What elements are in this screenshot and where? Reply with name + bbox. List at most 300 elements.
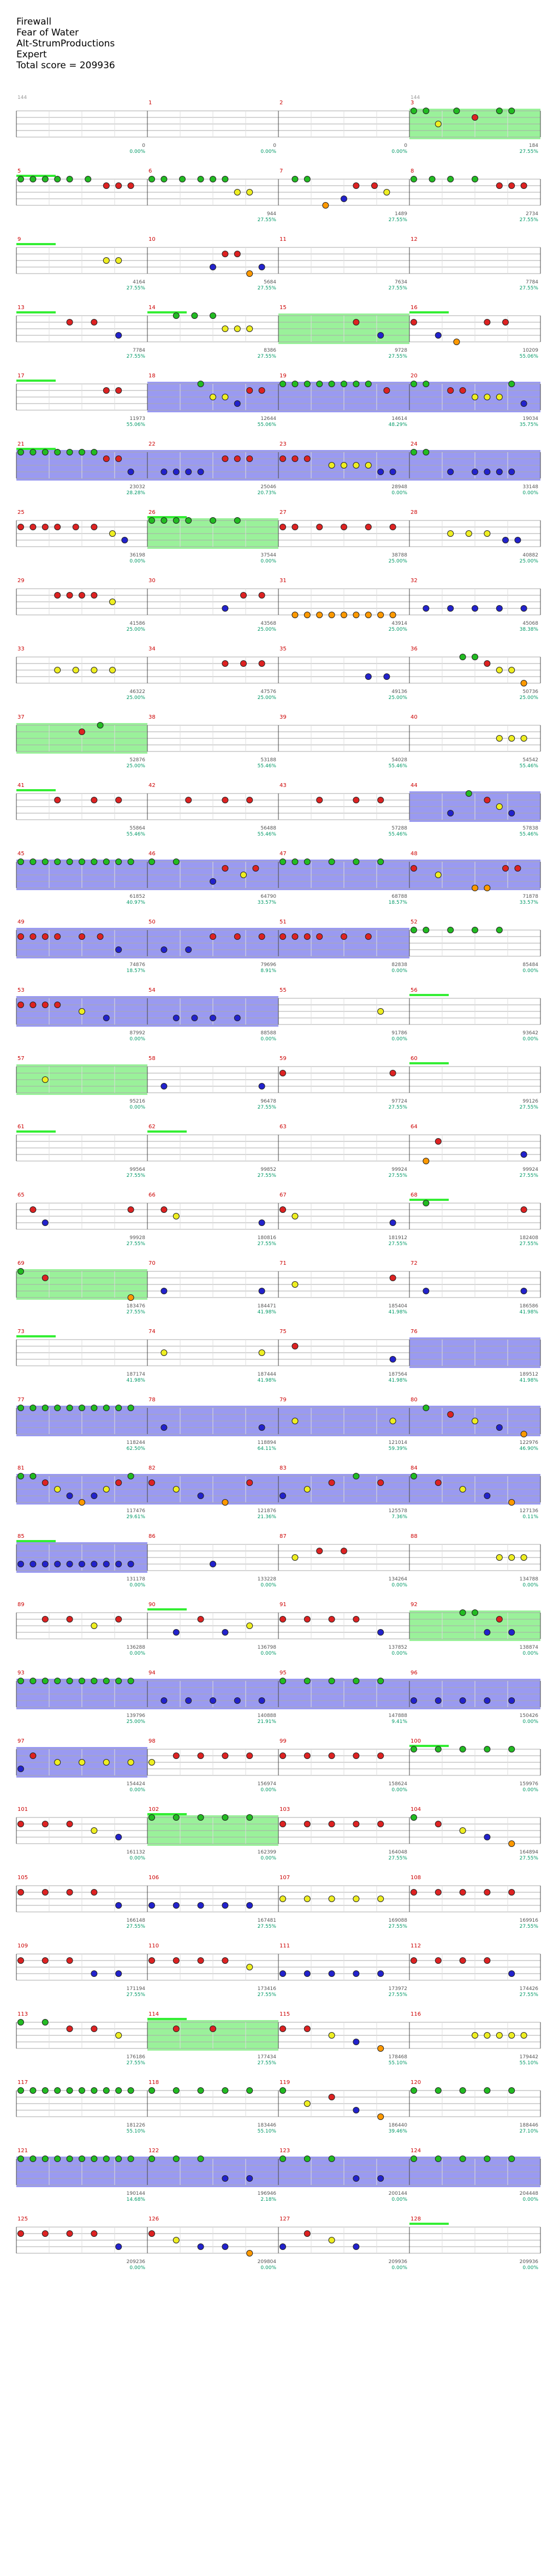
yellow-note — [73, 667, 79, 673]
green-note — [329, 381, 335, 387]
song-title: Firewall — [16, 16, 52, 27]
measure-number: 61 — [17, 1124, 25, 1130]
blue-note — [91, 1493, 97, 1499]
blue-note — [353, 2244, 359, 2250]
green-note — [365, 381, 371, 387]
measure-score: 209236 — [126, 2259, 145, 2265]
measure-number: 34 — [148, 646, 156, 652]
yellow-note — [484, 394, 490, 400]
green-note — [18, 859, 24, 865]
green-note — [423, 1405, 429, 1411]
blue-note — [472, 606, 478, 612]
measure-number: 111 — [280, 1943, 290, 1949]
yellow-note — [116, 2033, 122, 2039]
yellow-note — [496, 667, 502, 673]
blue-note — [116, 947, 122, 953]
red-note — [341, 524, 347, 530]
red-note — [353, 797, 359, 803]
green-note — [304, 176, 310, 182]
red-note — [234, 934, 240, 940]
measure-number: 115 — [280, 2011, 290, 2017]
blue-note — [67, 1561, 73, 1567]
green-note — [42, 176, 48, 182]
blue-note — [116, 1561, 122, 1567]
yellow-note — [280, 1896, 286, 1902]
red-note — [353, 1616, 359, 1622]
measure-score: 95216 — [129, 1099, 145, 1104]
red-note — [247, 1480, 253, 1486]
sp-meter-percent: 27.55% — [388, 1924, 407, 1929]
green-note — [198, 176, 204, 182]
green-note — [161, 176, 167, 182]
measure-score: 118894 — [257, 1440, 276, 1446]
green-note — [79, 2156, 85, 2162]
red-note — [116, 797, 122, 803]
green-note — [149, 2088, 155, 2094]
yellow-note — [91, 1623, 97, 1629]
measure-number: 9 — [17, 236, 21, 242]
measure-score: 183446 — [257, 2123, 276, 2128]
red-note — [247, 797, 253, 803]
green-note — [30, 1473, 36, 1479]
sp-meter-percent: 27.55% — [388, 286, 407, 291]
yellow-note — [110, 599, 116, 605]
yellow-note — [496, 2033, 502, 2039]
yellow-note — [484, 531, 490, 537]
measure-score: 40882 — [522, 553, 538, 558]
red-note — [18, 934, 24, 940]
sp-meter-percent: 0.00% — [522, 1651, 538, 1656]
green-note — [67, 859, 73, 865]
red-note — [292, 456, 298, 462]
red-note — [280, 1207, 286, 1213]
blue-note — [378, 1630, 384, 1636]
red-note — [292, 934, 298, 940]
green-note — [149, 1815, 155, 1821]
measure-number: 78 — [148, 1397, 156, 1403]
green-note — [411, 381, 417, 387]
blue-note — [423, 606, 429, 612]
red-note — [42, 1275, 48, 1281]
blue-note — [521, 1288, 527, 1294]
red-note — [222, 1753, 228, 1759]
green-note — [222, 1815, 228, 1821]
green-note — [149, 176, 155, 182]
green-note — [222, 176, 228, 182]
yellow-note — [448, 531, 454, 537]
green-note — [341, 381, 347, 387]
measure-number: 95 — [280, 1670, 287, 1676]
red-note — [317, 797, 323, 803]
red-note — [503, 319, 509, 325]
green-note — [42, 1678, 48, 1684]
green-note — [210, 518, 216, 524]
green-note — [180, 176, 186, 182]
blue-note — [378, 2176, 384, 2182]
orange-note — [329, 612, 335, 618]
measure-score: 91786 — [391, 1031, 407, 1036]
blue-note — [234, 1015, 240, 1021]
blue-note — [353, 1971, 359, 1977]
measure-score: 125578 — [388, 1508, 407, 1514]
measure-score: 96478 — [260, 1099, 276, 1104]
blue-note — [116, 333, 122, 339]
measure-score: 181912 — [388, 1235, 407, 1241]
yellow-note — [509, 667, 515, 673]
measure-number: 21 — [17, 441, 25, 447]
blue-note — [259, 1288, 265, 1294]
measure-number: 94 — [148, 1670, 156, 1676]
measure-number: 27 — [280, 510, 287, 516]
red-note — [411, 319, 417, 325]
red-note — [30, 1753, 36, 1759]
measure-score: 37544 — [260, 553, 276, 558]
green-note — [484, 1746, 490, 1752]
sp-meter-percent: 27.55% — [257, 1173, 276, 1179]
red-note — [91, 2231, 97, 2237]
green-note — [116, 2088, 122, 2094]
blue-note — [259, 1220, 265, 1226]
measure-score: 54028 — [391, 757, 407, 763]
green-note — [247, 1815, 253, 1821]
measure-number: 25 — [17, 510, 25, 516]
red-note — [67, 319, 73, 325]
measure-number: 100 — [411, 1738, 421, 1744]
sp-meter-percent: 0.00% — [391, 1651, 407, 1656]
orange-note — [128, 1295, 134, 1301]
sp-meter-percent: 25.00% — [388, 627, 407, 632]
measure-number: 8 — [411, 168, 414, 174]
blue-note — [173, 1630, 179, 1636]
measure-number: 109 — [17, 1943, 28, 1949]
red-note — [222, 251, 228, 257]
measure-score: 169088 — [388, 1918, 407, 1923]
measure-score: 156974 — [257, 1781, 276, 1787]
measure-number: 77 — [17, 1397, 25, 1403]
measure-score: 150426 — [519, 1713, 538, 1719]
orange-note — [454, 339, 460, 345]
measure-number: 48 — [411, 851, 418, 857]
measure-score: 8386 — [264, 348, 276, 353]
measure-number: 97 — [17, 1738, 25, 1744]
sp-meter-percent: 0.00% — [391, 1583, 407, 1588]
yellow-note — [42, 1077, 48, 1083]
green-note — [186, 518, 192, 524]
sp-meter-percent: 55.46% — [388, 763, 407, 769]
sp-meter-percent: 27.55% — [126, 1992, 145, 1998]
yellow-note — [247, 326, 253, 332]
red-note — [280, 934, 286, 940]
sp-meter-percent: 0.00% — [260, 2265, 276, 2271]
green-note — [198, 2088, 204, 2094]
red-note — [241, 661, 247, 667]
measure-number: 79 — [280, 1397, 287, 1403]
measure-number: 12 — [411, 236, 418, 242]
measure-number: 76 — [411, 1329, 418, 1335]
sp-meter-percent: 28.28% — [126, 490, 145, 496]
measure-number: 74 — [148, 1329, 156, 1335]
green-note — [292, 176, 298, 182]
blue-note — [390, 469, 396, 475]
red-note — [42, 1821, 48, 1827]
sp-meter-percent: 27.55% — [388, 1105, 407, 1110]
green-note — [91, 859, 97, 865]
sp-meter-percent: 0.00% — [260, 149, 276, 155]
measure-score: 187174 — [126, 1372, 145, 1377]
sp-meter-percent: 25.00% — [126, 695, 145, 701]
red-note — [173, 1958, 179, 1964]
red-note — [42, 1890, 48, 1896]
yellow-note — [222, 394, 228, 400]
red-note — [103, 456, 109, 462]
blue-note — [210, 879, 216, 885]
red-note — [378, 1480, 384, 1486]
measure-number: 46 — [148, 851, 156, 857]
measure-number: 80 — [411, 1397, 418, 1403]
red-note — [42, 524, 48, 530]
measure-number: 122 — [148, 2148, 159, 2154]
red-note — [116, 1616, 122, 1622]
red-note — [259, 934, 265, 940]
blue-note — [515, 537, 521, 543]
measure-score: 68788 — [391, 894, 407, 899]
measure-number: 87 — [280, 1533, 287, 1539]
sp-meter-percent: 27.55% — [126, 2060, 145, 2066]
measure-number: 120 — [411, 2080, 421, 2086]
measure-score: 99924 — [391, 1167, 407, 1172]
yellow-note — [329, 2237, 335, 2243]
green-note — [411, 1746, 417, 1752]
red-note — [329, 1821, 335, 1827]
sp-meter-percent: 0.00% — [260, 559, 276, 564]
red-note — [173, 2026, 179, 2032]
blue-note — [435, 333, 441, 339]
red-note — [378, 1821, 384, 1827]
green-note — [67, 176, 73, 182]
orange-note — [222, 1500, 228, 1506]
measure-score: 182408 — [519, 1235, 538, 1241]
yellow-note — [103, 258, 109, 264]
yellow-note — [466, 531, 472, 537]
measure-number: 13 — [17, 305, 25, 311]
sp-meter-percent: 27.55% — [126, 354, 145, 359]
red-note — [304, 1753, 310, 1759]
green-note — [423, 108, 429, 114]
blue-note — [42, 1561, 48, 1567]
sp-meter-percent: 55.46% — [257, 832, 276, 837]
red-note — [91, 1890, 97, 1896]
green-note — [128, 1678, 134, 1684]
green-note — [30, 449, 36, 455]
sp-meter-percent: 55.46% — [388, 832, 407, 837]
measure-number: 22 — [148, 441, 156, 447]
green-note — [79, 859, 85, 865]
green-note — [353, 1678, 359, 1684]
blue-note — [222, 2176, 228, 2182]
measure-score: 196946 — [257, 2191, 276, 2196]
green-note — [411, 449, 417, 455]
measure-number: 114 — [148, 2011, 159, 2017]
yellow-note — [149, 1760, 155, 1766]
measure-score: 188446 — [519, 2123, 538, 2128]
sp-meter-percent: 0.00% — [260, 1787, 276, 1793]
green-note — [30, 1405, 36, 1411]
red-note — [128, 183, 134, 189]
green-note — [304, 2156, 310, 2162]
orange-note — [521, 1431, 527, 1437]
measure-score: 33148 — [522, 484, 538, 490]
red-note — [222, 661, 228, 667]
yellow-note — [353, 1896, 359, 1902]
green-note — [79, 1405, 85, 1411]
green-note — [173, 518, 179, 524]
measure-number: 53 — [17, 987, 25, 993]
red-note — [484, 661, 490, 667]
sp-meter-percent: 0.00% — [522, 1037, 538, 1042]
measure-score: 2734 — [526, 211, 538, 217]
red-note — [210, 934, 216, 940]
measure-score: 99852 — [260, 1167, 276, 1172]
sp-meter-percent: 27.55% — [519, 286, 538, 291]
green-note — [18, 176, 24, 182]
blue-note — [259, 1425, 265, 1431]
yellow-note — [234, 190, 240, 196]
blue-note — [198, 1493, 204, 1499]
measure-number: 5 — [17, 168, 21, 174]
blue-note — [435, 1698, 441, 1704]
red-note — [304, 2231, 310, 2237]
red-note — [149, 1480, 155, 1486]
measure-number: 55 — [280, 987, 287, 993]
sp-meter-percent: 27.55% — [519, 1173, 538, 1179]
red-note — [390, 524, 396, 530]
measure-score: 79696 — [260, 962, 276, 968]
green-note — [329, 1678, 335, 1684]
blue-note — [192, 1015, 198, 1021]
measure-score: 136798 — [257, 1645, 276, 1650]
red-note — [67, 1616, 73, 1622]
orange-note — [247, 271, 253, 277]
measure-number: 54 — [148, 987, 156, 993]
green-note — [304, 859, 310, 865]
blue-note — [484, 1630, 490, 1636]
green-note — [472, 1610, 478, 1616]
blue-note — [509, 810, 515, 816]
measure-number: 43 — [280, 783, 287, 789]
sp-meter-percent: 27.55% — [388, 1856, 407, 1861]
orange-note — [521, 680, 527, 686]
measure-number: 39 — [280, 714, 287, 720]
green-note — [79, 449, 85, 455]
green-note — [411, 176, 417, 182]
measure-score: 186586 — [519, 1304, 538, 1309]
yellow-note — [435, 121, 441, 127]
blue-note — [378, 1971, 384, 1977]
blue-note — [18, 1561, 24, 1567]
orange-note — [423, 1158, 429, 1164]
artist-name: Fear of Water — [16, 27, 79, 38]
measure-score: 7784 — [526, 280, 538, 285]
measure-score: 4164 — [133, 280, 145, 285]
red-note — [247, 1753, 253, 1759]
blue-note — [378, 333, 384, 339]
red-note — [280, 1753, 286, 1759]
green-note — [509, 108, 515, 114]
measure-number: 99 — [280, 1738, 287, 1744]
red-note — [186, 797, 192, 803]
orange-note — [323, 203, 329, 209]
blue-note — [103, 1561, 109, 1567]
green-note — [509, 2156, 515, 2162]
blue-note — [210, 1015, 216, 1021]
sp-meter-percent: 0.00% — [522, 1719, 538, 1725]
yellow-note — [116, 258, 122, 264]
red-note — [521, 1207, 527, 1213]
measure-score: 140888 — [257, 1713, 276, 1719]
red-note — [128, 1207, 134, 1213]
green-note — [79, 1678, 85, 1684]
measure-score: 189512 — [519, 1372, 538, 1377]
red-note — [73, 524, 79, 530]
red-note — [18, 1890, 24, 1896]
measure-number: 105 — [17, 1875, 28, 1881]
red-note — [448, 1412, 454, 1418]
red-note — [304, 456, 310, 462]
yellow-note — [509, 1555, 515, 1561]
measure-number: 126 — [148, 2216, 159, 2222]
blue-note — [67, 1493, 73, 1499]
sp-meter-percent: 41.98% — [519, 1378, 538, 1383]
measure-score: 159976 — [519, 1781, 538, 1787]
green-note — [429, 176, 435, 182]
green-note — [42, 449, 48, 455]
green-note — [378, 859, 384, 865]
measure-score: 136288 — [126, 1645, 145, 1650]
measure-score: 190144 — [126, 2191, 145, 2196]
blue-note — [521, 401, 527, 407]
blue-note — [128, 469, 134, 475]
measure-number: 20 — [411, 373, 418, 379]
green-note — [496, 108, 502, 114]
measure-score: 176186 — [126, 2054, 145, 2060]
measure-number: 112 — [411, 1943, 421, 1949]
measure-score: 161132 — [126, 1850, 145, 1855]
green-note — [149, 2156, 155, 2162]
sp-meter-percent: 27.55% — [388, 1241, 407, 1247]
blue-note — [161, 1288, 167, 1294]
measure-score: 14614 — [391, 416, 407, 422]
yellow-note — [509, 2033, 515, 2039]
red-note — [496, 183, 502, 189]
red-note — [435, 1139, 441, 1145]
measure-number: 82 — [148, 1465, 156, 1471]
sp-meter-percent: 27.55% — [126, 1241, 145, 1247]
measure-number: 110 — [148, 1943, 159, 1949]
red-note — [448, 388, 454, 394]
red-note — [372, 183, 378, 189]
sp-phrase-marker — [409, 1199, 449, 1201]
green-note — [149, 859, 155, 865]
sp-meter-percent: 55.46% — [257, 763, 276, 769]
blue-note — [384, 674, 390, 680]
red-note — [411, 866, 417, 872]
red-note — [79, 729, 85, 735]
red-note — [390, 1070, 396, 1076]
measure-score: 173972 — [388, 1986, 407, 1992]
green-note — [460, 1746, 466, 1752]
green-note — [198, 2156, 204, 2162]
sp-meter-percent: 27.55% — [519, 1992, 538, 1998]
